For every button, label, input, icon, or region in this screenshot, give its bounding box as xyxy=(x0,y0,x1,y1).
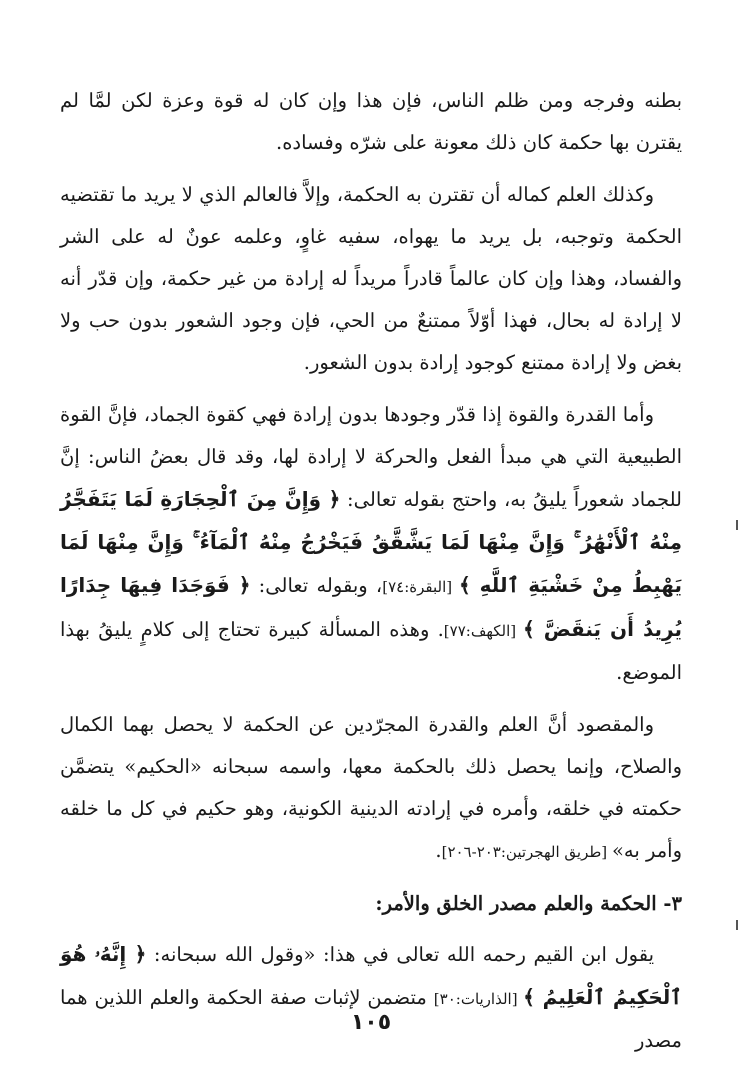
section-heading: ٣- الحكمة والعلم مصدر الخلق والأمر: xyxy=(375,892,682,915)
paragraph-2 xyxy=(60,174,682,384)
paragraph-5-text-a: يقول ابن القيم رحمه الله تعالى في هذا: «وقول الله سبحانه: xyxy=(146,943,654,966)
quran-verse-baqarah: ﴿ وَإِنَّ مِنَ ٱلْحِجَارَةِ لَمَا يَتَفَجَّرُ مِنْهُ ٱلْأَنْهَٰرُ ۚ وَإِنَّ مِنْهَا لَمَا يَشَّقَّقُ فَيَخْرُجُ مِنْهُ ٱلْمَآءُ ۚ وَإِنَّ مِنْهَا لَمَا يَهْبِطُ مِنْ خَشْيَةِ ٱللَّهِ ﴾ xyxy=(60,487,683,597)
verse-reference-baqarah: [البقرة:٧٤] xyxy=(382,578,459,596)
paragraph-4-end: . xyxy=(435,839,442,862)
paragraph-5 xyxy=(60,933,682,1062)
verse-reference-dhariyat: [الذاريات:٣٠] xyxy=(433,990,524,1008)
source-reference: [طريق الهجرتين:٢٠٣-٢٠٦] xyxy=(441,843,612,861)
paragraph-4-text: والمقصود أنَّ العلم والقدرة المجرّدين عن الحكمة لا يحصل بهما الكمال والصلاح، وإنما يحصل ذلك بالحكمة معها، واسمه سبحانه «الحكيم» يتضمَّن حكمته في خلقه، وأمره في إرادته الدينية الكونية، وهو حكيم في كل ما خلقه وأمر به» xyxy=(60,713,682,862)
paragraph-4 xyxy=(60,704,682,873)
body-text xyxy=(60,80,682,1072)
scan-edge-mark xyxy=(736,520,738,530)
verse-reference-kahf: [الكهف:٧٧] xyxy=(443,622,523,640)
paragraph-5-text-b: متضمن لإثبات صفة الحكمة والعلم اللذين هما مصدر xyxy=(60,986,682,1052)
paragraph-2-text: وكذلك العلم كماله أن تقترن به الحكمة، وإلاَّ فالعالم الذي لا يريد ما تقتضيه الحكمة وتوجبه، بل يريد ما يهواه، سفيه غاوٍ، وعلمه عونٌ له على الشر والفساد، وهذا وإن كان عالماً قادراً مريداً له إرادة من غير حكمة، وإن قدّر أنه لا إرادة له بحال، فهذا أوّلاً ممتنعٌ من الحي، فإن وجود الشعور بدون حب ولا بغض ولا إرادة ممتنع كوجود إرادة بدون الشعور. xyxy=(60,183,682,374)
paragraph-1 xyxy=(60,80,682,164)
scan-edge-mark xyxy=(736,920,738,930)
page-number: ١٠٥ xyxy=(350,1010,392,1035)
paragraph-1-text: بطنه وفرجه ومن ظلم الناس، فإن هذا وإن كان له قوة وعزة لكن لمَّا لم يقترن بها حكمة كان ذلك معونة على شرّه وفساده. xyxy=(60,89,682,154)
quran-verse-dhariyat: ﴿ إِنَّهُۥ هُوَ ٱلْحَكِيمُ ٱلْعَلِيمُ ﴾ xyxy=(60,942,683,1009)
quran-verse-kahf: ﴿ فَوَجَدَا فِيهَا جِدَارًا يُرِيدُ أَن يَنقَضَّ ﴾ xyxy=(60,573,682,641)
paragraph-3-text-c: . وهذه المسألة كبيرة تحتاج إلى كلامٍ يليقُ بهذا الموضع. xyxy=(60,618,682,684)
paragraph-3-text-b: ، وبقوله تعالى: xyxy=(250,574,383,597)
paragraph-3 xyxy=(60,394,682,694)
paragraph-3-text-a: وأما القدرة والقوة إذا قدّر وجودها بدون إرادة فهي كقوة الجماد، فإنَّ القوة الطبيعية التي هي مبدأ الفعل والحركة لا إرادة لها، وقد قال بعضُ الناس: إنَّ للجماد شعوراً يليقُ به، واحتج بقوله تعالى: xyxy=(60,403,682,511)
